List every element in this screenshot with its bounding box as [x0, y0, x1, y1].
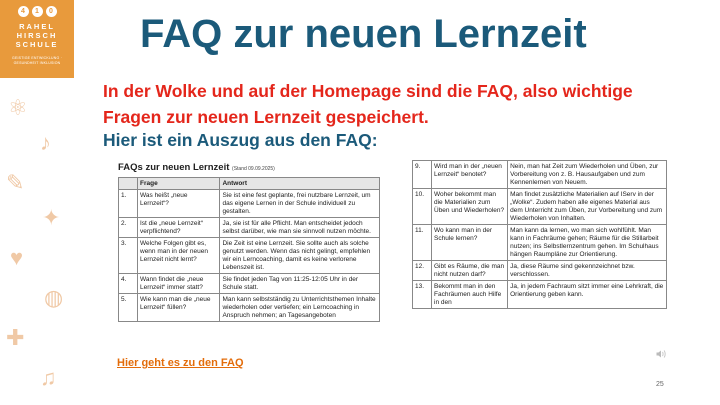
faq-doc-heading: FAQs zur neuen Lernzeit — [118, 162, 230, 173]
row-answer: Ja, diese Räume sind gekennzeichnet bzw. verschlossen. — [508, 261, 667, 281]
table-row — [413, 225, 667, 261]
logo-badge: 0 — [46, 6, 57, 17]
table-row — [413, 189, 667, 225]
atom-icon: ⚛ — [8, 95, 28, 120]
row-question: Ist die „neue Lernzeit“ verpflichtend? — [138, 218, 220, 238]
intro-blue-text: Hier ist ein Auszug aus den FAQ: — [103, 130, 378, 150]
row-number: 12. — [413, 261, 432, 281]
row-number: 10. — [413, 189, 432, 225]
school-logo — [0, 0, 74, 78]
page-number: 25 — [656, 381, 664, 388]
row-number: 13. — [413, 281, 432, 309]
row-question: Wo kann man in der Schule lernen? — [432, 225, 508, 261]
table-header — [119, 178, 380, 190]
logo-name-line: RAHEL — [19, 22, 55, 31]
logo-subtitle: GEISTIGE ENTWICKLUNG · GESUNDHEIT INKLUSION — [12, 56, 62, 65]
logo-badge: 1 — [32, 6, 43, 17]
row-question: Welche Folgen gibt es, wenn man in der neuen Lernzeit nicht lernt? — [138, 238, 220, 274]
row-question: Woher bekommt man die Materialien zum Üben und Wiederholen? — [432, 189, 508, 225]
row-number: 11. — [413, 225, 432, 261]
row-answer: Man findet zusätzliche Materialien auf IServ in der „Wolke“. Zudem haben alle eigenes Material aus dem Unterricht zum Üben, zur Vorbereitung und zum Wiederholen von Inhalten. — [508, 189, 667, 225]
logo-name-line: HIRSCH — [16, 31, 58, 40]
faq-doc-date: (Stand 09.09.2025) — [232, 166, 275, 172]
row-question: Bekommt man in den Fachräumen auch Hilfe in den — [432, 281, 508, 309]
row-answer: Ja, sie ist für alle Pflicht. Man entscheidet jedoch selbst darüber, wie man sie sinnvoll nutzen möchte. — [220, 218, 380, 238]
faq-table-right — [412, 160, 667, 309]
star-icon: ✦ — [42, 205, 61, 230]
row-answer: Man kann da lernen, wo man sich wohlfühlt. Man kann in Fachräume gehen; Räume für die Stillarbeit nutzen; ins Selbstlernzentrum gehen. Im Schulhaus hängen Raumpläne zur Orientierung. — [508, 225, 667, 261]
row-number: 1. — [119, 190, 138, 218]
globe-icon: ◍ — [44, 285, 64, 310]
row-number: 4. — [119, 274, 138, 294]
row-answer: Die Zeit ist eine Lernzeit. Sie sollte auch als solche genutzt werden. Wenn das nicht gelingt, empfehlen wir ein Lerncoaching, damit es keine verlorene Lebenszeit ist. — [220, 238, 380, 274]
table-row — [413, 161, 667, 189]
plus-icon: ✚ — [6, 325, 25, 350]
header-question: Frage — [138, 178, 220, 190]
table-row — [413, 281, 667, 309]
logo-name-line: SCHULE — [15, 40, 59, 49]
row-answer: Man kann selbstständig zu Unterrichtsthemen Inhalte wiederholen oder vertiefen; ein Lerncoaching in Anspruch nehmen; an Tagesangeboten — [220, 294, 380, 322]
faq-link[interactable]: Hier geht es zu den FAQ — [117, 357, 244, 369]
header-answer: Antwort — [220, 178, 380, 190]
faq-document-right — [412, 160, 675, 348]
row-answer: Ja, in jedem Fachraum sitzt immer eine Lehrkraft, die Orientierung geben kann. — [508, 281, 667, 309]
row-number: 5. — [119, 294, 138, 322]
row-answer: Sie findet jeden Tag von 11:25-12:05 Uhr in der Schule statt. — [220, 274, 380, 294]
speaker-icon[interactable] — [655, 348, 667, 360]
row-question: Wann findet die „neue Lernzeit“ immer statt? — [138, 274, 220, 294]
row-question: Wie kann man die „neue Lernzeit“ füllen? — [138, 294, 220, 322]
row-number: 3. — [119, 238, 138, 274]
left-decoration — [0, 0, 80, 405]
row-question: Was heißt „neue Lernzeit“? — [138, 190, 220, 218]
row-answer: Sie ist eine fest geplante, frei nutzbare Lernzeit, um das eigene Lernen in der Schule individuell zu gestalten. — [220, 190, 380, 218]
row-question: Gibt es Räume, die man nicht nutzen darf? — [432, 261, 508, 281]
table-row — [119, 238, 380, 274]
header-number — [119, 178, 138, 190]
row-question: Wird man in der „neuen Lernzeit“ benotet? — [432, 161, 508, 189]
table-row — [119, 190, 380, 218]
row-number: 9. — [413, 161, 432, 189]
faq-doc-title — [118, 164, 382, 173]
pencil-icon: ✎ — [6, 170, 25, 195]
table-row — [119, 294, 380, 322]
faq-table-left — [118, 177, 380, 322]
heart-icon: ♥ — [10, 245, 24, 270]
page-title: FAQ zur neuen Lernzeit — [140, 12, 587, 56]
music-icon: ♪ — [40, 130, 51, 155]
table-row — [413, 261, 667, 281]
table-row — [119, 218, 380, 238]
row-answer: Nein, man hat Zeit zum Wiederholen und Üben, zur Vorbereitung von z. B. Hausaufgaben und zum Kennenlernen von Neuem. — [508, 161, 667, 189]
row-number: 2. — [119, 218, 138, 238]
intro-red-text: In der Wolke und auf der Homepage sind die FAQ, also wichtige Fragen zur neuen Lernzeit gespeichert. — [103, 81, 633, 127]
logo-badge: 4 — [18, 6, 29, 17]
note-icon: ♫ — [40, 365, 57, 390]
table-row — [119, 274, 380, 294]
faq-document-left — [112, 156, 382, 346]
